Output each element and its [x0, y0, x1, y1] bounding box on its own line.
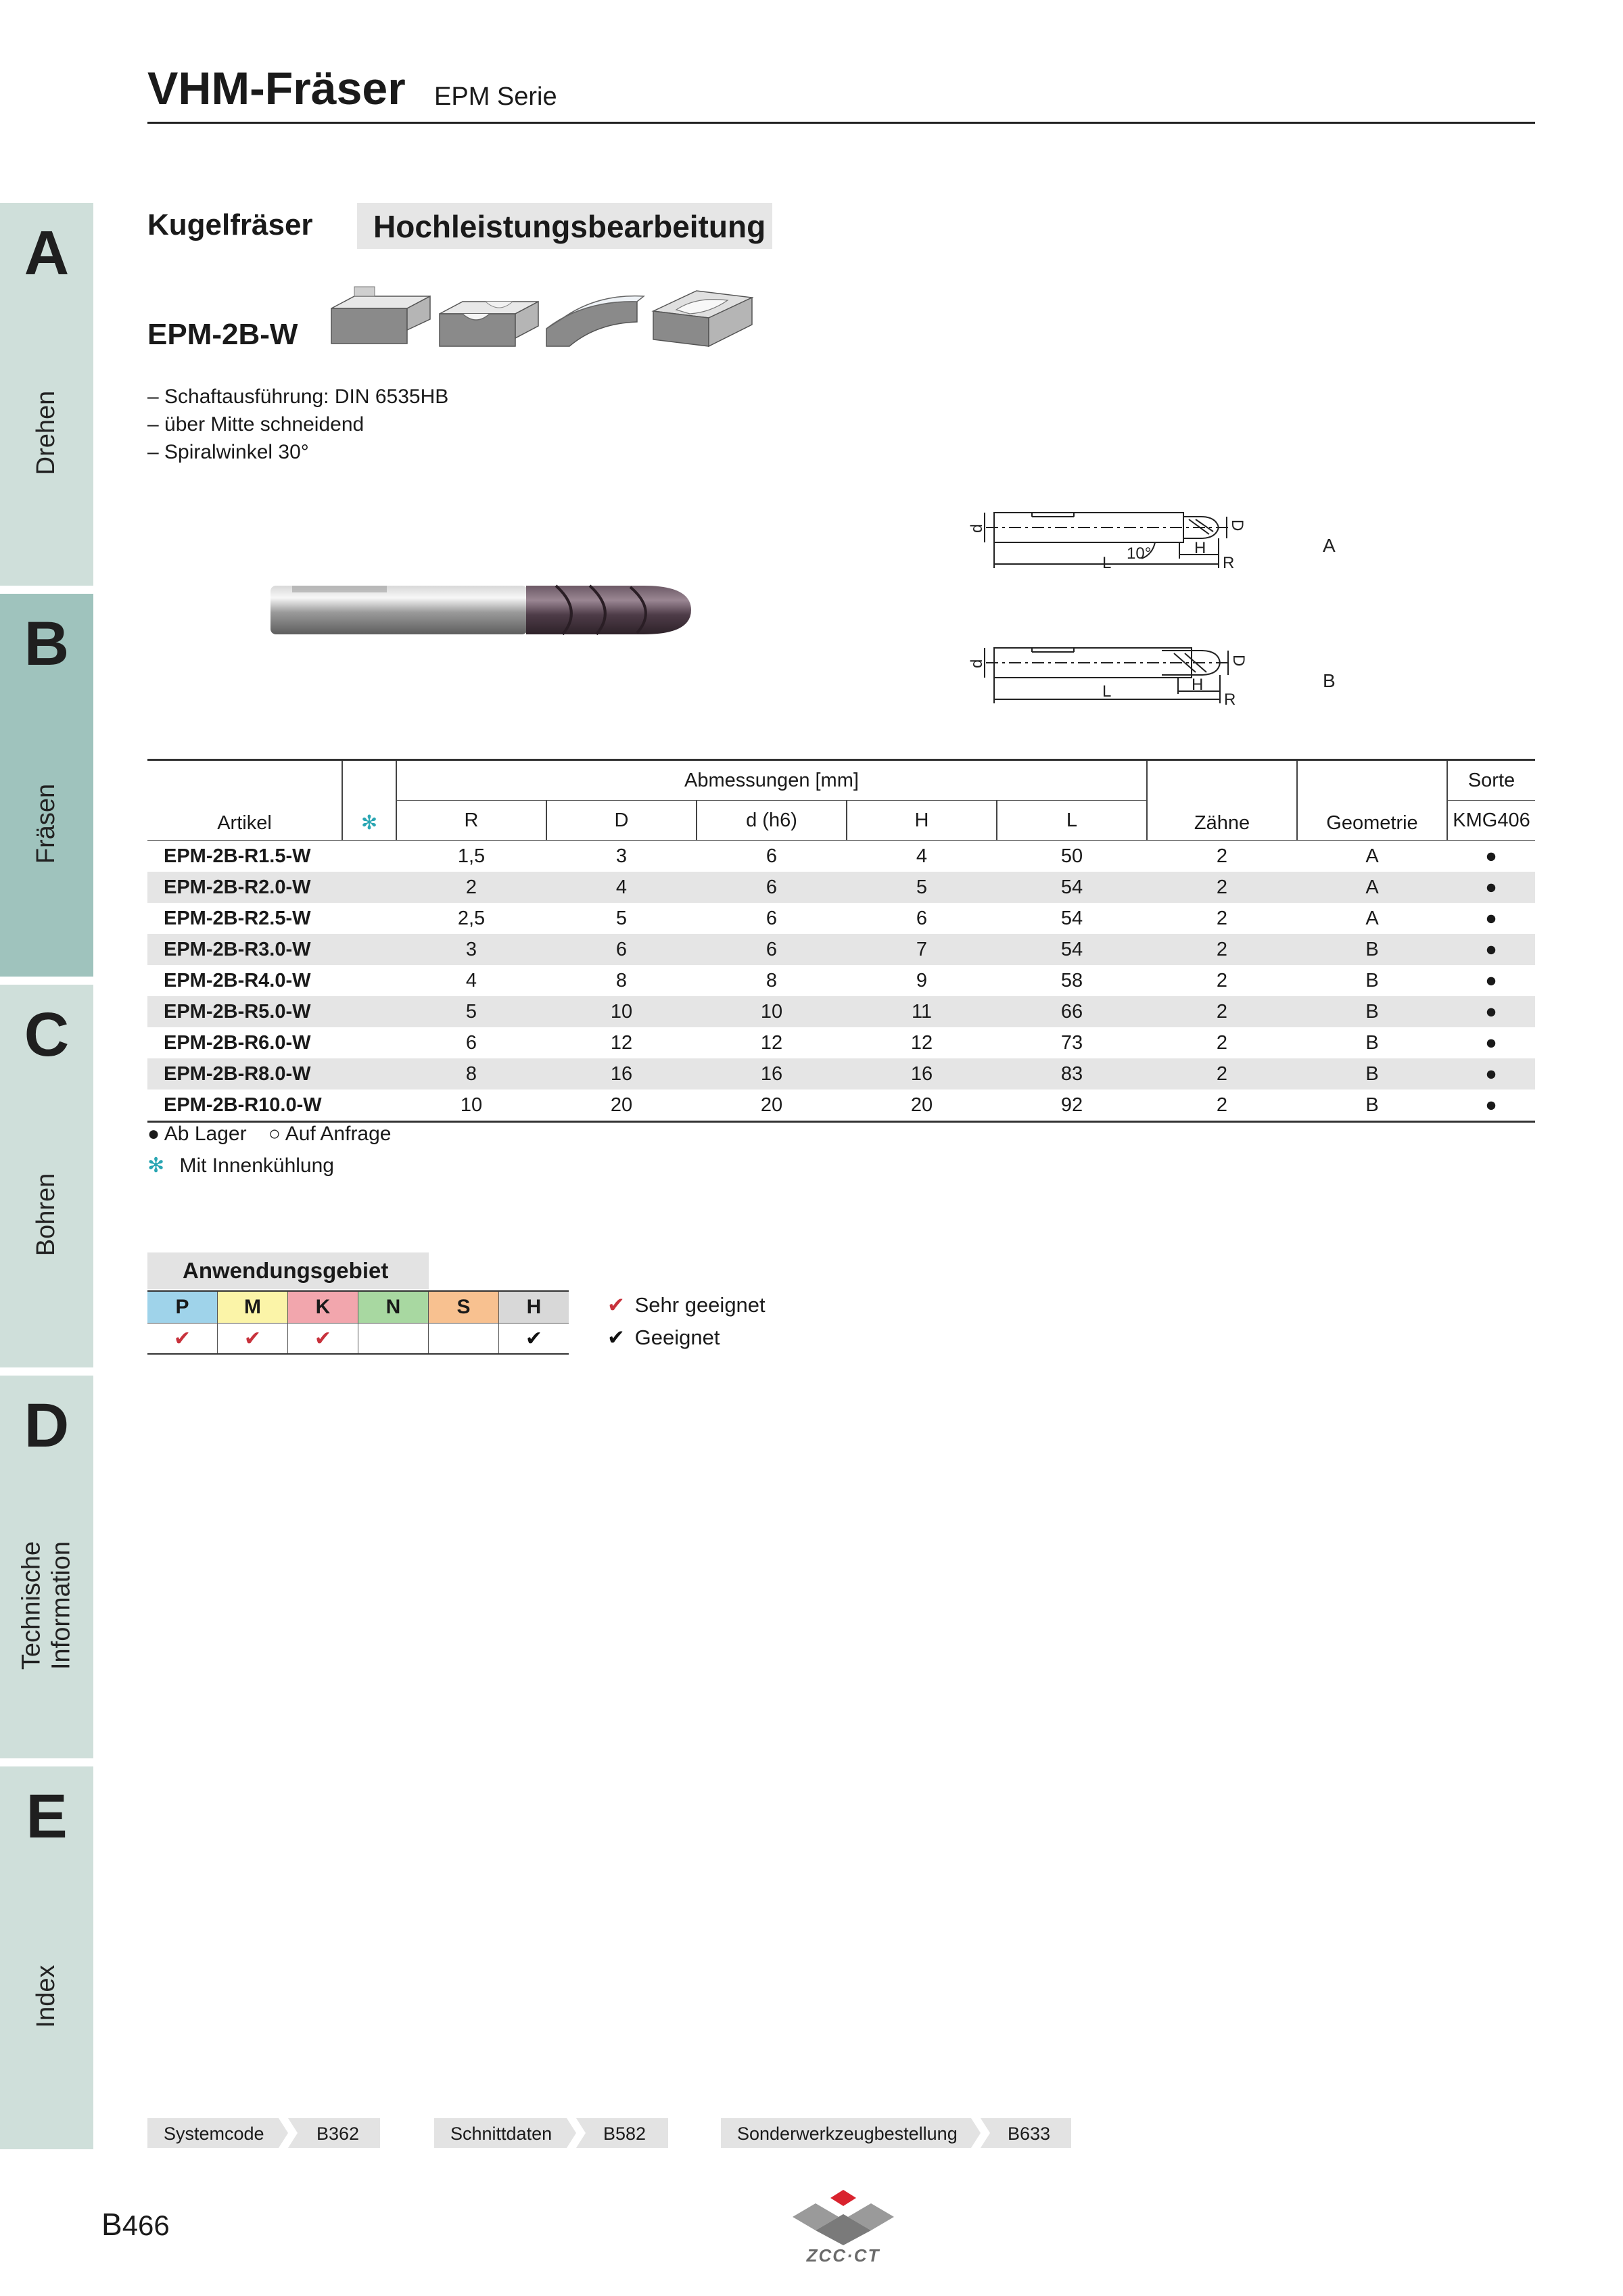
drawing-label-D: D — [1229, 655, 1248, 667]
cell-cooling — [342, 1027, 396, 1058]
link-sonderwerkzeugbestellung[interactable] — [721, 2118, 1071, 2148]
material-K: K — [288, 1291, 358, 1323]
group-header-sorte: Sorte — [1447, 760, 1535, 801]
cell-D: 6 — [546, 934, 697, 965]
cell-cooling — [342, 903, 396, 934]
table-row — [147, 996, 1535, 1027]
cell-H: 12 — [910, 1031, 933, 1054]
cooling-icon: ✻ — [147, 1154, 165, 1177]
cell-artikel: EPM-2B-R10.0-W — [147, 1090, 342, 1122]
table-row — [147, 934, 1535, 965]
drawing-type-label: B — [1323, 670, 1336, 691]
cell-L: 66 — [997, 996, 1147, 1027]
col-header-geometrie: Geometrie — [1297, 760, 1447, 841]
check-very-suitable-icon: ✔ — [147, 1323, 218, 1355]
cell-D: 5 — [615, 907, 628, 929]
cell-R: 1,5 — [457, 845, 486, 867]
link-label: Schnittdaten — [450, 2124, 552, 2144]
col-header-D: D — [546, 801, 697, 841]
check-very-suitable-icon: ✔ — [607, 1293, 625, 1317]
side-tab-label: Bohren — [32, 1173, 61, 1257]
zcc-ct-logo — [786, 2186, 901, 2267]
application-title: Anwendungsgebiet — [183, 1258, 389, 1283]
stock-legend — [147, 1123, 392, 1146]
feature-list — [147, 383, 448, 466]
link-schnittdaten[interactable] — [434, 2118, 668, 2148]
material-H: H — [499, 1291, 569, 1323]
link-label: Sonderwerkzeugbestellung — [737, 2124, 958, 2144]
cell-artikel: EPM-2B-R2.0-W — [147, 872, 342, 903]
col-header-grade: KMG406 — [1447, 801, 1535, 841]
cell-artikel: EPM-2B-R3.0-W — [147, 934, 342, 965]
cell-H: 4 — [916, 845, 928, 867]
cell-D: 10 — [546, 996, 697, 1027]
cell-R: 4 — [465, 969, 477, 991]
header-divider — [147, 122, 1535, 124]
chevron-right-icon — [563, 2118, 587, 2148]
drawing-label-H: H — [1194, 539, 1206, 557]
cell-z: 2 — [1216, 1031, 1228, 1054]
cooling-legend-text: Mit Innenkühlung — [179, 1154, 334, 1177]
category-badge — [357, 203, 772, 249]
cell-H: 20 — [847, 1090, 997, 1122]
cell-cooling — [342, 872, 396, 903]
product-code: EPM-2B-W — [147, 318, 298, 351]
link-ref: B362 — [316, 2124, 360, 2144]
cell-stock: ● — [1485, 907, 1497, 929]
side-tab-label-line: Technische — [17, 1541, 46, 1670]
table-row — [147, 1058, 1535, 1090]
cell-stock: ● — [1447, 996, 1535, 1027]
cell-d: 6 — [697, 934, 847, 965]
legend-suitable — [607, 1326, 720, 1350]
page-title: VHM-Fräser — [147, 63, 406, 114]
cell-L: 50 — [1060, 845, 1083, 867]
cell-d: 10 — [697, 996, 847, 1027]
link-label: Systemcode — [164, 2124, 264, 2144]
cell-R: 10 — [396, 1090, 546, 1122]
cell-d: 20 — [697, 1090, 847, 1122]
side-tab-letter: D — [24, 1391, 70, 1460]
link-ref: B633 — [1008, 2124, 1051, 2144]
cell-R: 5 — [396, 996, 546, 1027]
cell-d: 6 — [697, 872, 847, 903]
group-header-dimensions: Abmessungen [mm] — [396, 760, 1147, 801]
cell-L: 54 — [997, 872, 1147, 903]
cell-cooling — [342, 996, 396, 1027]
col-header-R: R — [396, 801, 546, 841]
cell-D: 3 — [615, 845, 628, 867]
side-tab-technische-information[interactable] — [0, 1376, 93, 1758]
cell-geo: B — [1365, 1031, 1379, 1054]
cell-cooling — [342, 934, 396, 965]
feature-item: – Schaftausführung: DIN 6535HB — [147, 385, 449, 408]
drawing-label-d: d — [968, 523, 986, 533]
cell-L: 73 — [1060, 1031, 1083, 1054]
cell-z: 2 — [1216, 907, 1228, 929]
cell-artikel: EPM-2B-R6.0-W — [164, 1031, 311, 1054]
link-ref: B582 — [603, 2124, 646, 2144]
check-empty — [429, 1323, 499, 1355]
cell-D: 8 — [615, 969, 628, 991]
material-S: S — [429, 1291, 499, 1323]
cell-d: 6 — [766, 845, 778, 867]
cell-H: 9 — [916, 969, 928, 991]
material-N: N — [358, 1291, 429, 1323]
drawing-label-R: R — [1224, 690, 1236, 709]
cell-d: 8 — [766, 969, 778, 991]
cell-H: 5 — [847, 872, 997, 903]
feature-item: – Spiralwinkel 30° — [147, 441, 309, 463]
cell-R: 3 — [396, 934, 546, 965]
cell-H: 6 — [916, 907, 928, 929]
machining-shapes-icon — [327, 281, 760, 356]
logo-text: ZCC·CT — [806, 2245, 880, 2266]
cell-R: 2,5 — [457, 907, 486, 929]
cell-cooling — [342, 965, 396, 996]
cell-stock: ● — [1447, 934, 1535, 965]
drawing-type-a — [959, 500, 1338, 582]
cell-z: 2 — [1147, 1090, 1297, 1122]
cell-geo: B — [1297, 1058, 1447, 1090]
col-header-zaehne: Zähne — [1147, 760, 1297, 841]
cell-d: 16 — [697, 1058, 847, 1090]
category-name: Kugelfräser — [147, 208, 313, 241]
legend-suitable-text: Geeignet — [634, 1326, 720, 1349]
drawing-label-d: d — [968, 659, 986, 668]
side-tab-fraesen[interactable] — [0, 594, 93, 977]
cell-cooling — [342, 1090, 396, 1122]
drawing-type-label: A — [1323, 535, 1336, 556]
cell-geo: B — [1297, 1090, 1447, 1122]
col-header-cooling — [342, 760, 396, 841]
legend-very-suitable — [607, 1293, 766, 1317]
side-tab-drehen[interactable] — [0, 203, 93, 586]
cell-artikel: EPM-2B-R8.0-W — [147, 1058, 342, 1090]
cell-L: 83 — [997, 1058, 1147, 1090]
cell-stock: ● — [1447, 1090, 1535, 1122]
cell-geo: A — [1365, 845, 1379, 867]
cell-L: 92 — [997, 1090, 1147, 1122]
series-label: EPM Serie — [434, 83, 557, 111]
drawing-label-angle: 10° — [1127, 544, 1152, 563]
cell-z: 2 — [1216, 969, 1228, 991]
cell-z: 2 — [1147, 872, 1297, 903]
side-tab-label — [17, 1541, 76, 1670]
cell-stock: ● — [1447, 1058, 1535, 1090]
dimension-table — [147, 759, 1535, 1123]
page-num: 466 — [122, 2209, 170, 2241]
table-row — [147, 1027, 1535, 1058]
cell-cooling — [342, 841, 396, 872]
material-P: P — [147, 1291, 218, 1323]
table-row — [147, 965, 1535, 996]
page-section: B — [101, 2207, 122, 2242]
application-title-box — [147, 1252, 429, 1289]
col-header-L: L — [997, 801, 1147, 841]
chevron-right-icon — [275, 2118, 299, 2148]
cell-H: 7 — [847, 934, 997, 965]
cell-geo: B — [1365, 969, 1379, 991]
cell-stock: ● — [1485, 845, 1497, 867]
drawing-label-H: H — [1192, 676, 1204, 694]
request-legend-item: ○ Auf Anfrage — [268, 1123, 392, 1145]
cell-cooling — [342, 1058, 396, 1090]
cooling-icon: ✻ — [360, 812, 378, 834]
cell-z: 2 — [1216, 845, 1228, 867]
cell-D: 12 — [610, 1031, 633, 1054]
drawing-label-D: D — [1228, 519, 1246, 532]
slot-milling-icon — [440, 302, 538, 346]
cell-stock: ● — [1485, 1031, 1497, 1054]
cell-L: 54 — [997, 934, 1147, 965]
drawing-label-L: L — [1102, 554, 1112, 572]
table-row — [147, 903, 1535, 934]
table-row — [147, 1090, 1535, 1122]
cell-d: 6 — [766, 907, 778, 929]
side-tab-label: Fräsen — [32, 783, 61, 864]
cell-d: 12 — [760, 1031, 783, 1054]
category-badge-label: Hochleistungsbearbeitung — [373, 209, 766, 244]
side-tab-label: Drehen — [32, 390, 61, 475]
cell-L: 58 — [1060, 969, 1083, 991]
cell-artikel: EPM-2B-R4.0-W — [164, 969, 311, 991]
cell-D: 16 — [546, 1058, 697, 1090]
cell-R: 8 — [396, 1058, 546, 1090]
end-mill-photo — [265, 572, 705, 647]
col-header-H: H — [847, 801, 997, 841]
chevron-right-icon — [967, 2118, 991, 2148]
cell-artikel: EPM-2B-R5.0-W — [147, 996, 342, 1027]
contour-milling-icon — [546, 296, 644, 346]
check-suitable-icon: ✔ — [499, 1323, 569, 1355]
side-tab-letter: E — [26, 1782, 68, 1851]
cell-geo: B — [1297, 996, 1447, 1027]
cell-H: 16 — [847, 1058, 997, 1090]
legend-very-suitable-text: Sehr geeignet — [634, 1293, 766, 1317]
cell-stock: ● — [1485, 969, 1497, 991]
cell-geo: A — [1297, 872, 1447, 903]
side-tab-bohren[interactable] — [0, 985, 93, 1367]
cell-z: 2 — [1147, 1058, 1297, 1090]
material-M: M — [218, 1291, 288, 1323]
cell-R: 6 — [465, 1031, 477, 1054]
drawing-type-b — [959, 636, 1338, 717]
side-tab-letter: B — [24, 609, 70, 678]
check-very-suitable-icon: ✔ — [218, 1323, 288, 1355]
cell-geo: A — [1365, 907, 1379, 929]
cell-artikel: EPM-2B-R1.5-W — [164, 845, 311, 867]
col-header-artikel: Artikel — [147, 760, 342, 841]
cooling-legend — [147, 1154, 334, 1177]
check-very-suitable-icon: ✔ — [288, 1323, 358, 1355]
side-tab-index[interactable] — [0, 1766, 93, 2149]
check-suitable-icon: ✔ — [607, 1326, 625, 1349]
application-table — [147, 1290, 569, 1355]
stock-legend-item: ● Ab Lager — [147, 1123, 247, 1145]
cell-H: 11 — [847, 996, 997, 1027]
feature-item: – über Mitte schneidend — [147, 413, 364, 436]
cell-geo: B — [1297, 934, 1447, 965]
page-number — [101, 2206, 170, 2243]
cell-L: 54 — [1060, 907, 1083, 929]
cell-D: 20 — [546, 1090, 697, 1122]
cell-stock: ● — [1447, 872, 1535, 903]
pocket-milling-icon — [653, 291, 752, 346]
side-tab-label: Index — [32, 1965, 61, 2028]
cell-R: 2 — [396, 872, 546, 903]
side-tab-letter: C — [24, 1000, 70, 1069]
drawing-label-R: R — [1223, 554, 1235, 572]
side-tab-letter: A — [24, 218, 70, 287]
drawing-label-L: L — [1102, 682, 1112, 701]
table-row — [147, 841, 1535, 872]
link-systemcode[interactable] — [147, 2118, 380, 2148]
cell-artikel: EPM-2B-R2.5-W — [164, 907, 311, 929]
check-empty — [358, 1323, 429, 1355]
cell-z: 2 — [1147, 934, 1297, 965]
cell-z: 2 — [1147, 996, 1297, 1027]
table-row — [147, 872, 1535, 903]
side-tab-label-line: Information — [47, 1541, 75, 1670]
cell-D: 4 — [546, 872, 697, 903]
shoulder-milling-icon — [331, 287, 430, 344]
col-header-d: d (h6) — [697, 801, 847, 841]
